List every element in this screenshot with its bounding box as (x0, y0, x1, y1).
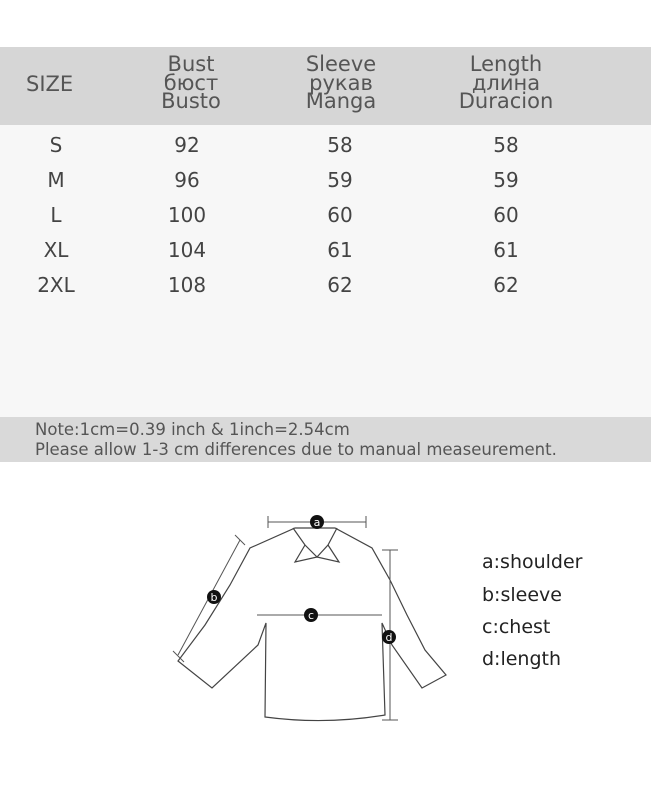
table-row (0, 238, 651, 273)
note-box (0, 417, 651, 462)
cell-length: 60 (493, 203, 519, 227)
cell-bust: 96 (174, 168, 200, 192)
svg-text:d: d (385, 631, 393, 644)
cell-sleeve: 62 (327, 273, 353, 297)
header-sleeve: Sleeve рукав Manga (305, 52, 377, 113)
cell-bust: 100 (167, 203, 207, 227)
cell-length: 62 (493, 273, 519, 297)
cell-size: 2XL (37, 273, 75, 297)
cell-size: L (50, 203, 62, 227)
cell-bust: 108 (167, 273, 207, 297)
cell-length: 59 (493, 168, 519, 192)
note-disclaimer: Please allow 1-3 cm differences due to manual measeurement. (35, 440, 557, 459)
note-conversion: Note:1cm=0.39 inch & 1inch=2.54cm (35, 420, 350, 439)
marker-a (310, 515, 324, 529)
cell-length: 61 (493, 238, 519, 262)
table-row (0, 203, 651, 238)
table-body (0, 125, 651, 417)
marker-d (382, 630, 396, 644)
cell-sleeve: 58 (327, 133, 353, 157)
cell-bust: 92 (174, 133, 200, 157)
svg-text:c: c (307, 609, 315, 622)
table-header (0, 47, 651, 125)
measure-lines (173, 516, 398, 720)
marker-b (207, 590, 221, 604)
cell-size: M (47, 168, 65, 192)
cell-sleeve: 61 (327, 238, 353, 262)
header-bust: Bust бюст Busto (161, 52, 221, 113)
svg-text:a: a (313, 516, 321, 529)
marker-c (304, 608, 318, 622)
cell-bust: 104 (167, 238, 207, 262)
legend-length: d:length (482, 648, 562, 670)
cell-size: XL (43, 238, 69, 262)
table-row (0, 273, 651, 308)
shirt-outline-icon (178, 528, 446, 721)
cell-sleeve: 59 (327, 168, 353, 192)
cell-size: S (49, 133, 63, 157)
legend-shoulder: a:shoulder (482, 551, 583, 573)
table-row (0, 168, 651, 203)
legend-chest: c:chest (482, 616, 551, 638)
legend-sleeve: b:sleeve (482, 584, 562, 606)
svg-text:b: b (210, 591, 218, 604)
shirt-measurement-diagram (160, 505, 460, 735)
header-length: Length длина Duracion (458, 52, 554, 113)
table-row (0, 133, 651, 168)
cell-sleeve: 60 (327, 203, 353, 227)
header-size: SIZE (26, 72, 74, 96)
cell-length: 58 (493, 133, 519, 157)
